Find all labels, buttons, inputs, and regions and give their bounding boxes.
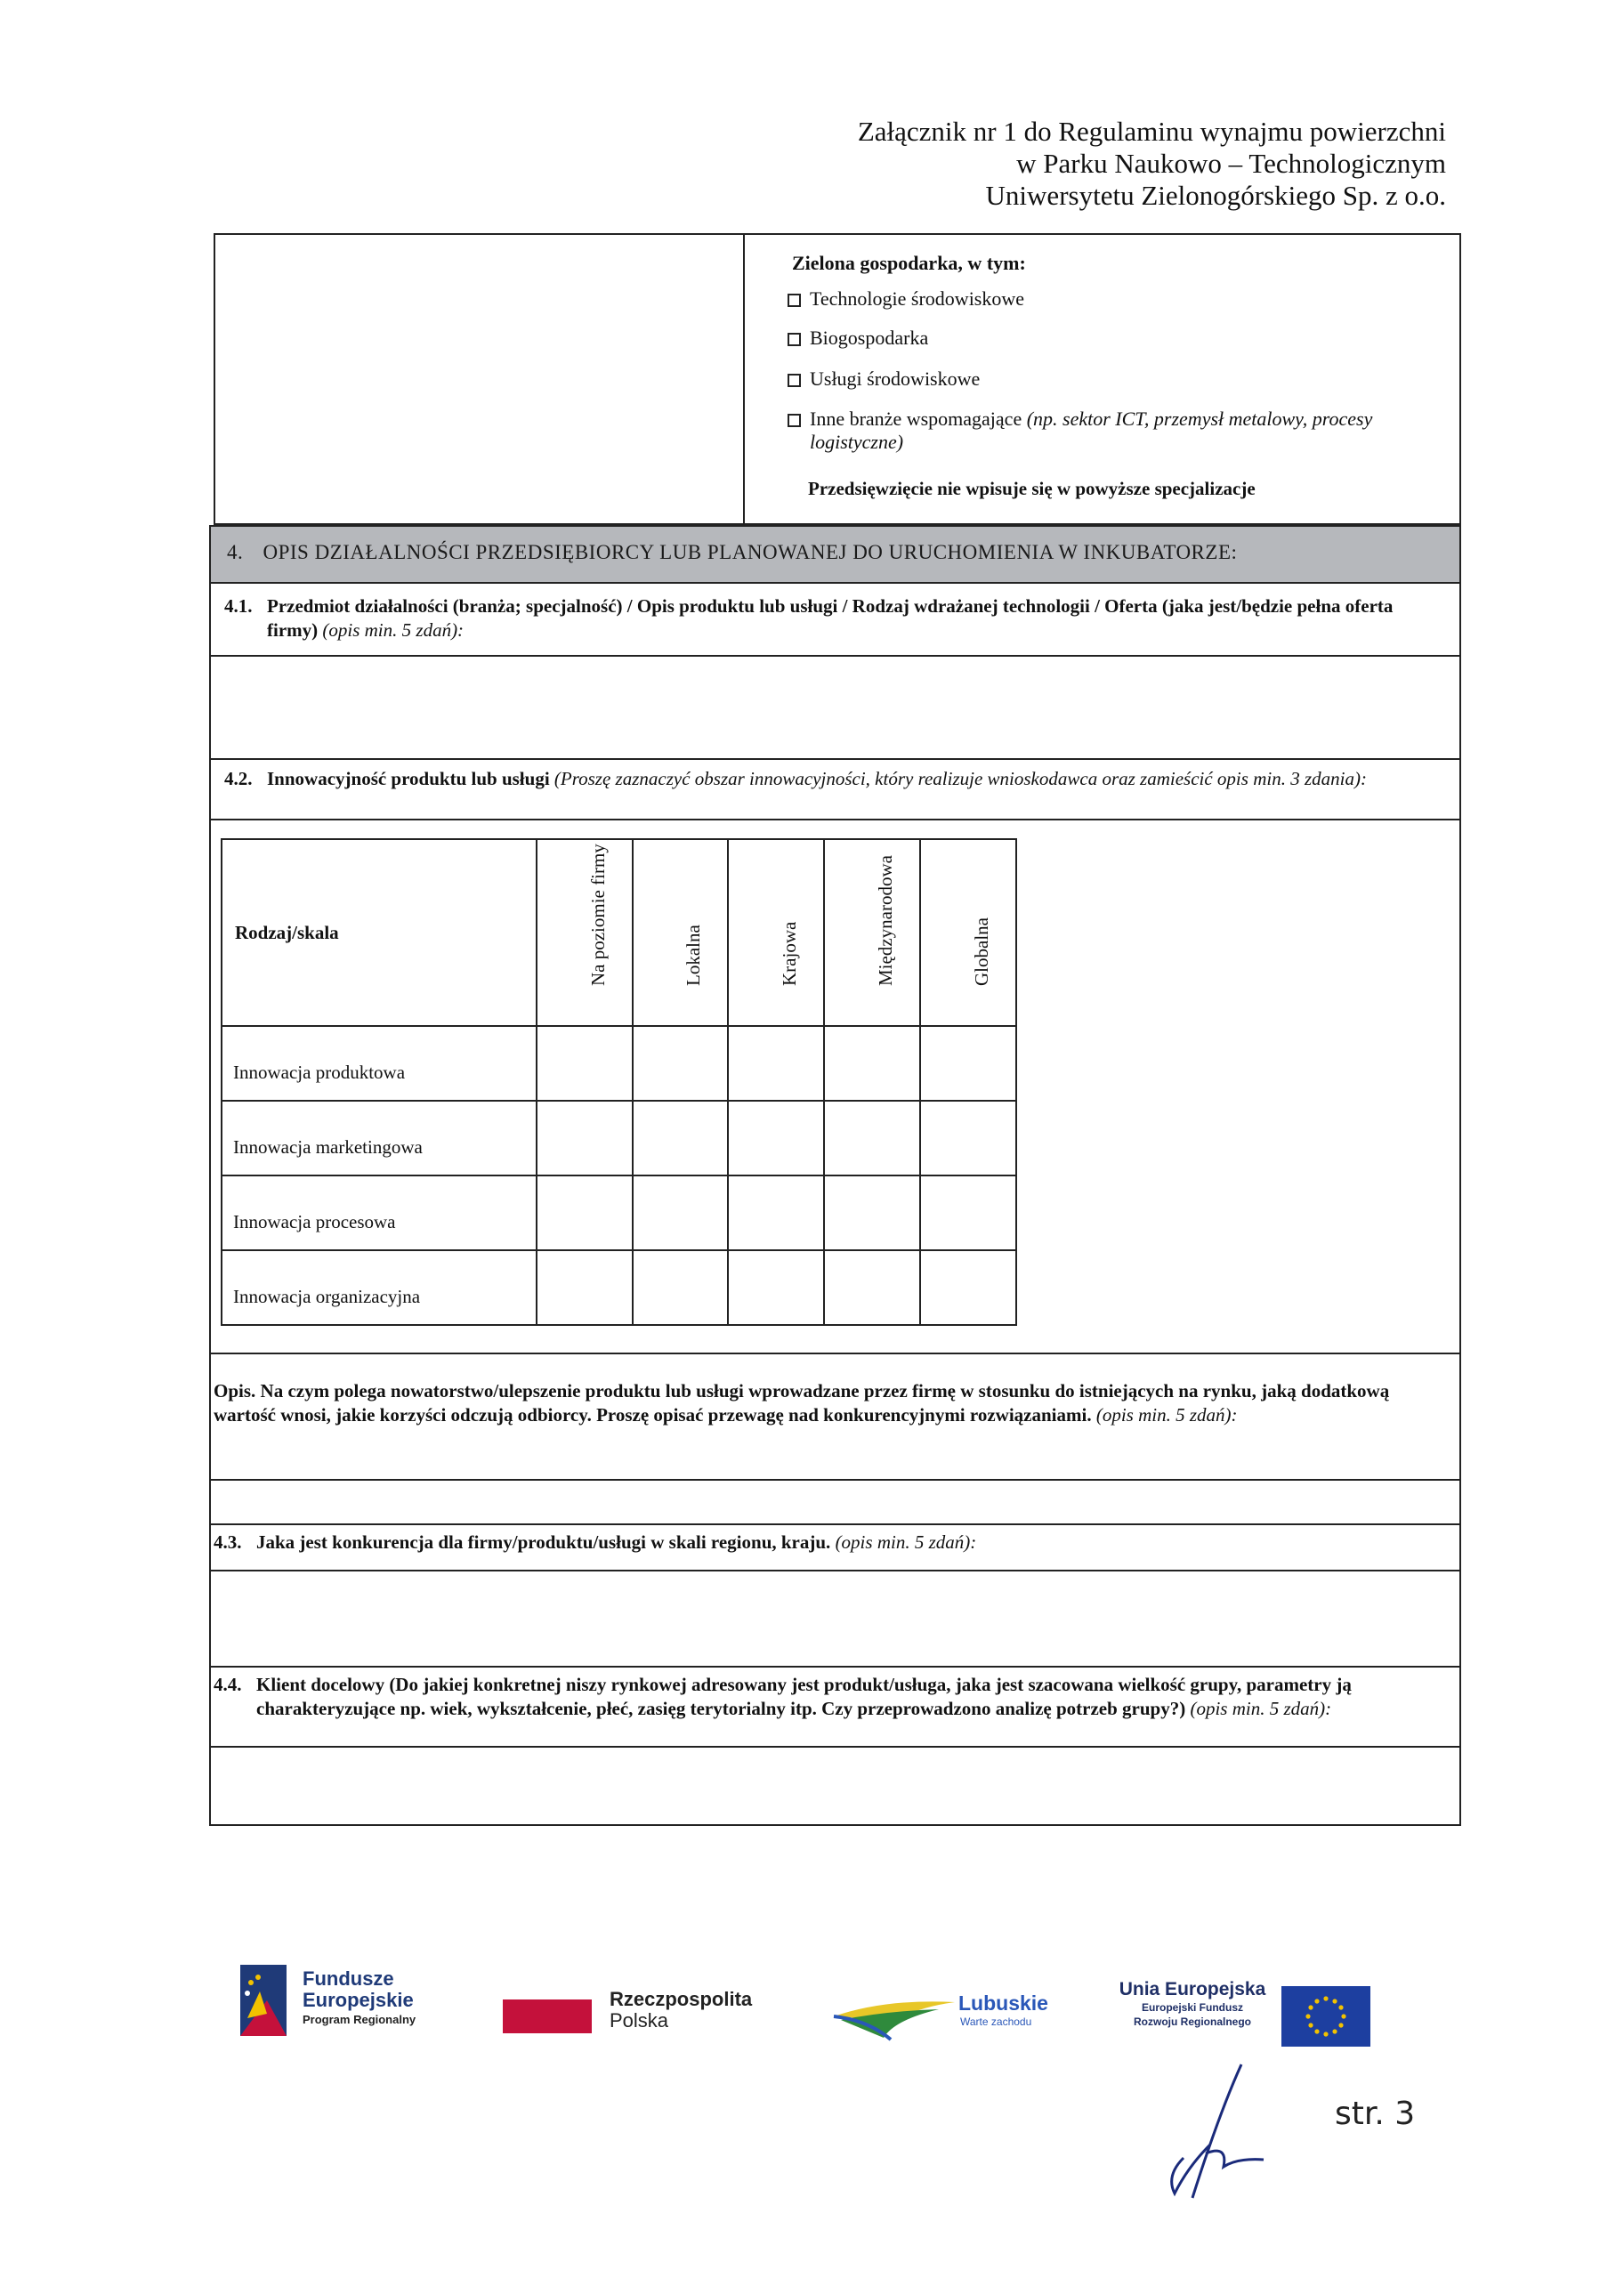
divider [209,655,1461,657]
question-4-3 [214,1531,1442,1555]
col-header-globalna [920,839,1016,1026]
checkbox-icon[interactable] [788,333,801,346]
question-note: (opis min. 5 zdań): [835,1531,977,1553]
checkbox-icon[interactable] [788,294,801,307]
section4-title: OPIS DZIAŁALNOŚCI PRZEDSIĘBIORCY LUB PLANOWANEJ DO URUCHOMIENIA W INKUBATORZE: [263,541,1238,563]
table-cell[interactable] [537,1250,633,1325]
ue-line2: Europejski Fundusz [1141,2001,1243,2014]
col-header-krajowa [728,839,824,1026]
section4-header [209,525,1461,584]
table-cell[interactable] [728,1175,824,1250]
table-cell[interactable] [920,1026,1016,1101]
question-number: 4.2. [224,768,253,789]
question-4-4 [214,1673,1442,1721]
option-label: Technologie środowiskowe [810,287,1025,310]
fe-line1: Fundusze [303,1967,394,1990]
document-header [770,116,1446,212]
table-cell[interactable] [728,1026,824,1101]
section4-number: 4. [227,541,244,563]
divider [209,1570,1461,1571]
col-header-firma [537,839,633,1026]
option-biogospodarka[interactable] [788,327,928,350]
specialization-title: Zielona gospodarka, w tym: [792,252,1026,274]
col-header-text: Globalna [971,917,993,986]
table-cell[interactable] [633,1175,729,1250]
table-cell[interactable] [537,1175,633,1250]
table-cell[interactable] [824,1250,920,1325]
option-label: Inne branże wspomagające [810,408,1022,430]
opis-note: (opis min. 5 zdań): [1095,1404,1238,1426]
answer-field-4-1[interactable] [214,658,1458,758]
table-cell[interactable] [633,1026,729,1101]
row-label: Innowacja produktowa [222,1026,537,1101]
table-cell[interactable] [633,1250,729,1325]
row-label: Innowacja organizacyjna [222,1250,537,1325]
opis-label: Opis. [214,1380,256,1402]
question-text: Klient docelowy (Do jakiej konkretnej niszy rynkowej adresowany jest produkt/usługa, jaka jest szacowana wielkość grupy, parametry ją charakteryzujące np. wiek, wykształcenie, płeć, zasięg terytorialny itp. Czy przeprowadzono analizę potrzeb grupy?) [256,1674,1352,1719]
option-inne[interactable] [788,408,1428,454]
col-header-text: Lokalna [683,925,705,986]
pl-flag-icon [503,1999,592,2033]
rp-line1: Rzeczpospolita [610,1988,753,2010]
option-technologie[interactable] [788,287,1024,311]
row-label: Innowacja procesowa [222,1175,537,1250]
logo-lubuskie [832,1986,1063,2048]
table-cell[interactable] [537,1026,633,1101]
ue-line3: Rozwoju Regionalnego [1134,2015,1251,2028]
specialization-divider [743,233,745,525]
question-4-1 [224,594,1443,642]
row-label: Innowacja marketingowa [222,1101,537,1175]
answer-field-opis[interactable] [214,1482,1458,1520]
question-number: 4.3. [214,1531,242,1553]
handwritten-signature [1157,2060,1273,2202]
lubuskie-name: Lubuskie [958,1991,1048,2015]
rp-line2: Polska [610,2009,669,2032]
eu-flag-icon [1281,1986,1370,2047]
table-cell[interactable] [920,1101,1016,1175]
table-cell[interactable] [728,1250,824,1325]
option-label: Biogospodarka [810,327,929,349]
question-4-2 [224,767,1443,791]
question-note: (opis min. 5 zdań): [1190,1698,1332,1719]
lubuskie-swoosh-icon [832,1990,957,2043]
lubuskie-tagline: Warte zachodu [960,2015,1032,2028]
table-row [222,1250,1016,1325]
option-label: Usługi środowiskowe [810,368,981,390]
table-cell[interactable] [920,1175,1016,1250]
none-fits-label: Przedsięwzięcie nie wpisuje się w powyższe specjalizacje [808,478,1256,499]
header-line-3: Uniwersytetu Zielonogórskiego Sp. z o.o. [985,180,1446,211]
logo-rzeczpospolita [503,1989,788,2042]
divider [209,758,1461,760]
divider [209,1479,1461,1481]
fe-flag-icon [240,1965,287,2036]
table-cell[interactable] [920,1250,1016,1325]
checkbox-icon[interactable] [788,374,801,387]
question-number: 4.1. [224,595,253,617]
question-note: (Proszę zaznaczyć obszar innowacyjności, który realizuje wnioskodawca oraz zamieścić opis min. 3 zdania): [553,768,1367,789]
table-cell[interactable] [824,1101,920,1175]
divider [209,1666,1461,1668]
specialization-left-cell[interactable] [217,237,740,521]
table-cell[interactable] [824,1175,920,1250]
question-text: Innowacyjność produktu lub usługi [267,768,550,789]
table-cell[interactable] [824,1026,920,1101]
question-note: (opis min. 5 zdań): [322,619,465,641]
option-note: (np. sektor ICT, przemysł metalowy, procesy logistyczne) [810,408,1373,453]
opis-question [214,1379,1442,1427]
table-row [222,1101,1016,1175]
table-row [222,1026,1016,1101]
divider [209,1523,1461,1525]
question-text: Przedmiot działalności (branża; specjalność) / Opis produktu lub usługi / Rodzaj wdrażanej technologii / Oferta (jaka jest/będzie pełna oferta firmy) [267,595,1394,641]
col-header-text: Krajowa [779,921,801,986]
col-header-lokalna [633,839,729,1026]
logo-fundusze-europejskie [240,1965,489,2036]
table-cell[interactable] [728,1101,824,1175]
answer-field-4-3[interactable] [214,1573,1458,1662]
header-line-1: Załącznik nr 1 do Regulaminu wynajmu powierzchni [857,116,1446,147]
fe-line2: Europejskie [303,1989,414,2011]
table-corner-label: Rodzaj/skala [222,839,537,1026]
header-line-2: w Parku Naukowo – Technologicznym [1016,148,1446,179]
col-header-miedzynarodowa [824,839,920,1026]
divider [209,819,1461,820]
divider [209,1353,1461,1354]
option-uslugi[interactable] [788,368,980,391]
page-number: str. 3 [1335,2096,1416,2132]
table-cell[interactable] [537,1101,633,1175]
checkbox-icon[interactable] [788,414,801,427]
table-cell[interactable] [633,1101,729,1175]
ue-line1: Unia Europejska [1119,1979,1266,1999]
table-row [222,1175,1016,1250]
col-header-text: Międzynarodowa [875,855,897,986]
col-header-text: Na poziomie firmy [586,844,609,986]
divider [209,1746,1461,1748]
innovation-table [221,838,1017,1326]
question-number: 4.4. [214,1674,242,1695]
logo-unia-europejska [1112,1979,1379,2050]
fe-line3: Program Regionalny [303,2013,416,2026]
answer-field-4-4[interactable] [214,1749,1458,1822]
question-text: Jaka jest konkurencja dla firmy/produktu/usługi w skali regionu, kraju. [256,1531,831,1553]
opis-text: Na czym polega nowatorstwo/ulepszenie produktu lub usługi wprowadzane przez firmę w stosunku do istniejących na rynku, jaką dodatkową wartość wnosi, jakie korzyści odczują odbiorcy. Proszę opisać przewagę nad konkurencyjnymi rozwiązaniami. [214,1380,1390,1426]
